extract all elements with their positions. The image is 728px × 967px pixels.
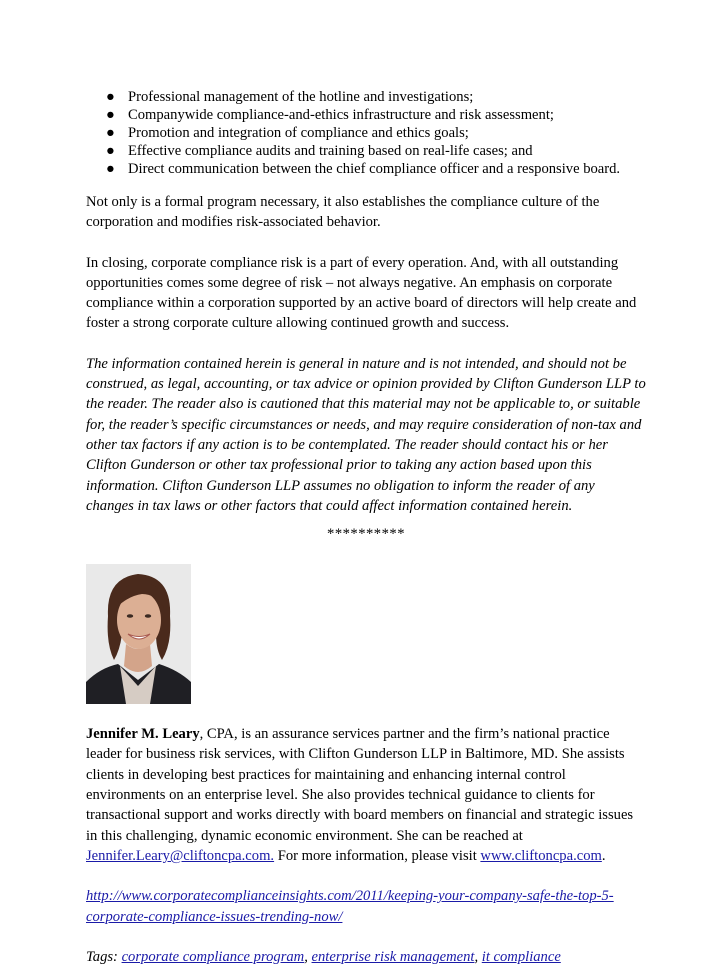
bullet-icon: ●	[106, 161, 115, 177]
author-portrait-image	[86, 564, 191, 704]
bullet-list	[86, 88, 646, 178]
list-item: ● Promotion and integration of compliance and ethics goals;	[106, 125, 469, 141]
author-photo	[86, 564, 191, 704]
paragraph-compliance-culture: Not only is a formal program necessary, it also establishes the compliance culture of the corporation and modifies risk-associated behavior.	[86, 194, 600, 231]
bullet-icon: ●	[106, 143, 115, 159]
document-page	[86, 88, 646, 967]
list-item: ● Effective compliance audits and training based on real-life cases; and	[106, 143, 533, 159]
tag-link-it-compliance[interactable]: it compliance	[481, 948, 561, 965]
tag-link-enterprise-risk-management[interactable]: enterprise risk management	[311, 948, 475, 965]
paragraph-closing: In closing, corporate compliance risk is a part of every operation. And, with all outstanding opportunities comes some degree of risk – not always negative. An emphasis on corporate compliance within a corporation supported by an active board of directors will help create and foster a strong corporate culture allowing continued growth and success.	[86, 254, 637, 332]
tags-line: Tags: corporate compliance program, enterprise risk management, it compliance	[86, 948, 561, 965]
list-item: ● Professional management of the hotline and investigations;	[106, 89, 474, 105]
website-link[interactable]: www.cliftoncpa.com	[480, 847, 602, 864]
list-item: ● Companywide compliance-and-ethics infrastructure and risk assessment;	[106, 107, 554, 123]
author-bio: Jennifer M. Leary, CPA, is an assurance services partner and the firm’s national practice leader for business risk services, with Clifton Gunderson LLP in Baltimore, MD. She assists clients in developing best practices for maintaining and enhancing internal control environments on an enterprise level. She also provides technical guidance to clients for transactional support and works directly with board members on financial and strategic issues in this challenging, dynamic economic environment. She can be reached at Jennifer.Leary@cliftoncpa.com. For more information, please visit www.cliftoncpa.com.	[86, 726, 634, 864]
list-item: ● Direct communication between the chief compliance officer and a responsive board.	[106, 161, 621, 177]
source-paragraph	[86, 886, 646, 927]
bullet-icon: ●	[106, 89, 115, 105]
section-separator: **********	[327, 526, 405, 543]
tag-link-corporate-compliance-program[interactable]: corporate compliance program	[121, 948, 305, 965]
disclaimer-text: The information contained herein is general in nature and is not intended, and should not be construed, as legal, accounting, or tax advice or opinion provided by Clifton Gunderson LLP to the reader. The reader also is cautioned that this material may not be applicable to, or suitable for, the reader’s specific circumstances or needs, and may require consideration of non-tax and other tax factors if any action is to be contemplated. The reader should contact his or her Clifton Gunderson or other tax professional prior to taking any action based upon this information. Clifton Gunderson LLP assumes no obligation to inform the reader of any changes in tax laws or other factors that could affect information contained herein.	[86, 355, 646, 514]
source-url-link[interactable]: http://www.corporatecomplianceinsights.com/2011/keeping-your-company-safe-the-top-5-corporate-compliance-issues-trending-now/	[86, 888, 614, 925]
bullet-icon: ●	[106, 125, 115, 141]
author-email-link[interactable]: Jennifer.Leary@cliftoncpa.com.	[86, 847, 275, 864]
bullet-icon: ●	[106, 107, 115, 123]
tags-label: Tags:	[86, 948, 122, 965]
author-name: Jennifer M. Leary	[86, 726, 200, 743]
